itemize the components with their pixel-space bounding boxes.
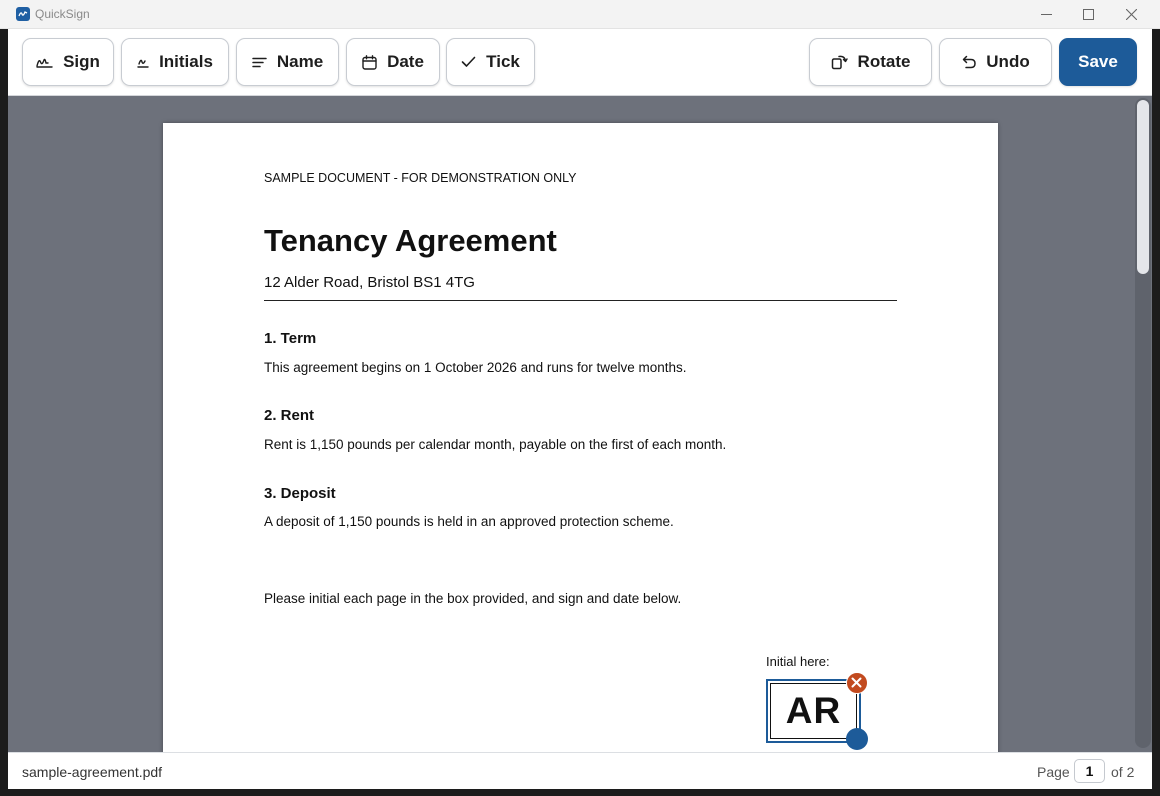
maximize-button[interactable] (1066, 0, 1110, 29)
undo-label: Undo (986, 52, 1030, 71)
pdf-page (163, 123, 998, 752)
signature-icon (36, 56, 53, 68)
page-label: Page (1037, 764, 1070, 780)
checkmark-icon (461, 56, 476, 68)
tick-label: Tick (486, 52, 520, 71)
scrollbar-thumb[interactable] (1137, 100, 1149, 274)
undo-icon (961, 55, 976, 69)
sign-label: Sign (63, 52, 100, 71)
sign-button[interactable] (22, 38, 114, 86)
resize-handle[interactable] (846, 728, 868, 750)
signing-instruction: Please initial each page in the box provided, and sign and date below. (264, 591, 682, 606)
close-window-button[interactable] (1109, 0, 1153, 29)
document-title: Tenancy Agreement (264, 223, 557, 258)
document-notice: SAMPLE DOCUMENT - FOR DEMONSTRATION ONLY (264, 171, 577, 185)
file-name: sample-agreement.pdf (22, 764, 163, 780)
text-lines-icon (252, 57, 267, 68)
section-body-term: This agreement begins on 1 October 2026 and runs for twelve months. (264, 360, 687, 375)
name-button[interactable] (236, 38, 339, 86)
initials-label: Initials (159, 52, 213, 71)
section-body-deposit: A deposit of 1,150 pounds is held in an approved protection scheme. (264, 514, 674, 529)
document-address: 12 Alder Road, Bristol BS1 4TG (264, 274, 475, 291)
title-bar (0, 0, 1160, 29)
section-body-rent: Rent is 1,150 pounds per calendar month, payable on the first of each month. (264, 437, 727, 452)
document-canvas[interactable] (8, 96, 1152, 752)
tick-button[interactable] (446, 38, 535, 86)
initials-text: AR (785, 690, 842, 731)
initial-field-label: Initial here: (766, 654, 830, 669)
section-heading-term: 1. Term (264, 330, 317, 347)
undo-button[interactable] (939, 38, 1052, 86)
toolbar (8, 29, 1152, 96)
minimize-button[interactable] (1024, 0, 1068, 29)
initials-icon (137, 56, 149, 68)
page-total: of 2 (1111, 764, 1135, 780)
title-divider (264, 300, 897, 301)
close-icon (851, 677, 862, 688)
section-heading-deposit: 3. Deposit (264, 485, 336, 502)
date-label: Date (387, 52, 424, 71)
rotate-icon (831, 54, 848, 70)
page-number-input[interactable]: 1 (1074, 759, 1105, 783)
section-heading-rent: 2. Rent (264, 407, 315, 424)
rotate-label: Rotate (857, 52, 911, 71)
vertical-scrollbar[interactable] (1135, 98, 1151, 748)
save-button[interactable] (1059, 38, 1137, 86)
calendar-icon (362, 55, 377, 70)
name-label: Name (276, 52, 324, 71)
status-bar (8, 752, 1152, 789)
save-label: Save (1078, 52, 1118, 71)
app-title: QuickSign (35, 7, 90, 21)
app-logo-icon (16, 7, 30, 21)
initials-button[interactable] (121, 38, 229, 86)
rotate-button[interactable] (809, 38, 932, 86)
remove-stamp-button[interactable] (846, 672, 868, 694)
date-button[interactable] (346, 38, 440, 86)
